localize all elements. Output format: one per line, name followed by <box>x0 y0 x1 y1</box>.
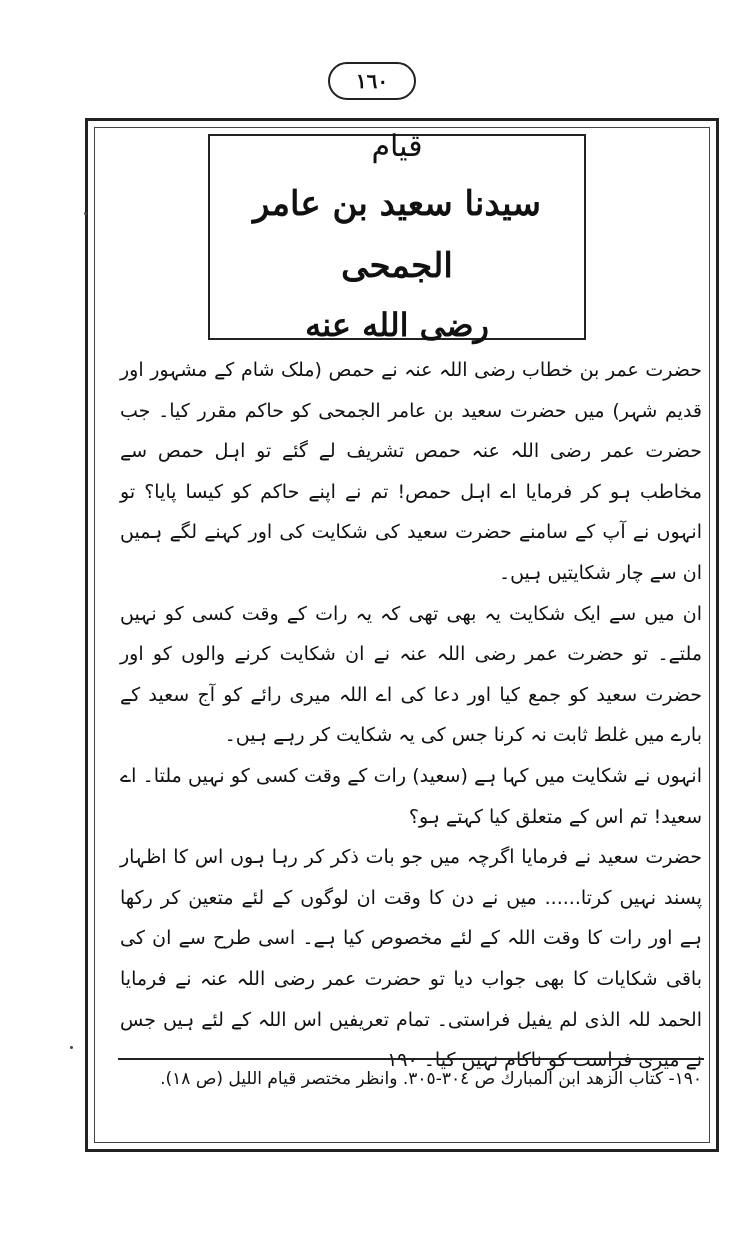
body-text <box>120 350 702 1081</box>
title-box <box>208 129 586 344</box>
paragraph-1: حضرت عمر بن خطاب رضی اللہ عنہ نے حمص (ملک شام کے مشہور اور قدیم شہر) میں حضرت سعید بن عامر الجمحی کو حاکم مقرر کیا۔ جب حضرت عمر رضی اللہ عنہ حمص تشریف لے گئے تو اہل حمص سے مخاطب ہو کر فرمایا اے اہل حمص! تم نے اپنے حاکم کو کیسا پایا؟ تو انہوں نے آپ کے سامنے حضرت سعید کی شکایت کی اور کہنے لگے ہمیں ان سے چار شکایتیں ہیں۔ <box>120 359 702 584</box>
footnote: ١٩٠- كتاب الزهد ابن المبارك ص ٣٠٤-٣٠٥. وانظر مختصر قيام الليل (ص ١٨). <box>160 1069 702 1089</box>
title-line-3: رضى الله عنه <box>305 306 489 344</box>
title-line-1: قيام <box>371 129 423 164</box>
paragraph-4: حضرت سعید نے فرمایا اگرچہ میں جو بات ذکر کر رہا ہوں اس کا اظہار پسند نہیں کرتا...... میں نے دن کا وقت ان لوگوں کے لئے متعین کر رکھا ہے اور رات کا وقت اللہ کے لئے مخصوص کیا ہے۔ اسی طرح سے ان کی باقی شکایات کا بھی جواب دیا تو حضرت عمر رضی اللہ عنہ نے فرمایا الحمد للہ الذی لم یفیل فراستی۔ تمام تعریفیں اس اللہ کے لئے ہیں جس نے میری فراست کو ناکام نہیں کیا۔ ١٩٠ <box>120 846 702 1072</box>
scan-speck <box>70 1046 73 1049</box>
page-number: ١٦٠ <box>328 62 416 100</box>
title-line-2: سيدنا سعيد بن عامر الجمحى <box>253 184 541 286</box>
paragraph-2: ان میں سے ایک شکایت یہ بھی تھی کہ یہ رات کے وقت کسی کو نہیں ملتے۔ تو حضرت عمر رضی اللہ عنہ نے ان شکایت کرنے والوں کو اور حضرت سعید کو جمع کیا اور دعا کی اے اللہ میری رائے کو آج سعید کے بارے میں غلط ثابت نہ کرنا جس کی یہ شکایت کر رہے ہیں۔ <box>120 602 702 747</box>
paragraph-3: انہوں نے شکایت میں کہا ہے (سعید) رات کے وقت کسی کو نہیں ملتا۔ اے سعید! تم اس کے متعلق کیا کہتے ہو؟ <box>120 764 702 828</box>
scan-speck <box>84 212 87 215</box>
footnote-divider <box>118 1058 704 1060</box>
